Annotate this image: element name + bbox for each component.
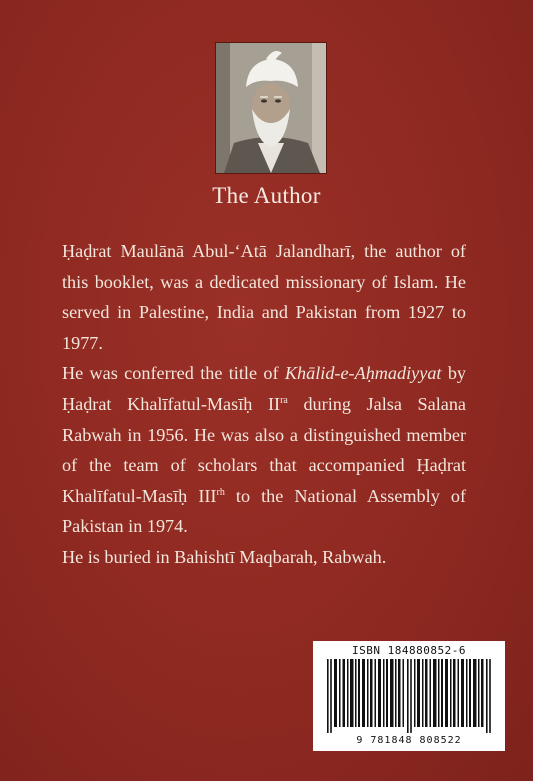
isbn-label: ISBN 184880852-6 (352, 644, 466, 657)
isbn-barcode (313, 641, 505, 751)
bio-text-segment: to the National Assembly of Pakistan in 1974. (62, 485, 467, 537)
bio-paragraph-3: He is buried in Bahishtī Maqbarah, Rabwah. (62, 546, 387, 567)
bio-paragraph-1: Ḥaḍrat Maulānā Abul-‘Atā Jalandharī, the author of this booklet, was a dedicated missionary of Islam. He served in Palestine, India and Pakistan from 1927 to 1977. (62, 241, 466, 353)
section-title: The Author (212, 183, 321, 208)
barcode-bars (327, 659, 491, 733)
bio-paragraph-2 (62, 358, 466, 542)
author-portrait (216, 43, 326, 173)
bio-text-segment: during Jalsa Salana Rabwah in 1956. He was also a distinguished member of the team of scholars that accompanied Ḥaḍrat Khalīfatul-Masīḥ III (62, 393, 466, 506)
honorific-superscript: rh (216, 486, 225, 498)
author-biography (62, 236, 466, 573)
honorific-title: Khālid-e-Aḥmadiyyat (284, 363, 442, 384)
bio-text-segment: He was conferred the title of (62, 363, 285, 384)
bio-text-segment: by Ḥaḍrat Khalīfatul-Masīḥ II (62, 363, 466, 414)
honorific-superscript: ra (280, 394, 288, 406)
barcode-digits: 9 781848 808522 (356, 735, 462, 746)
author-portrait-drawing (216, 43, 326, 173)
